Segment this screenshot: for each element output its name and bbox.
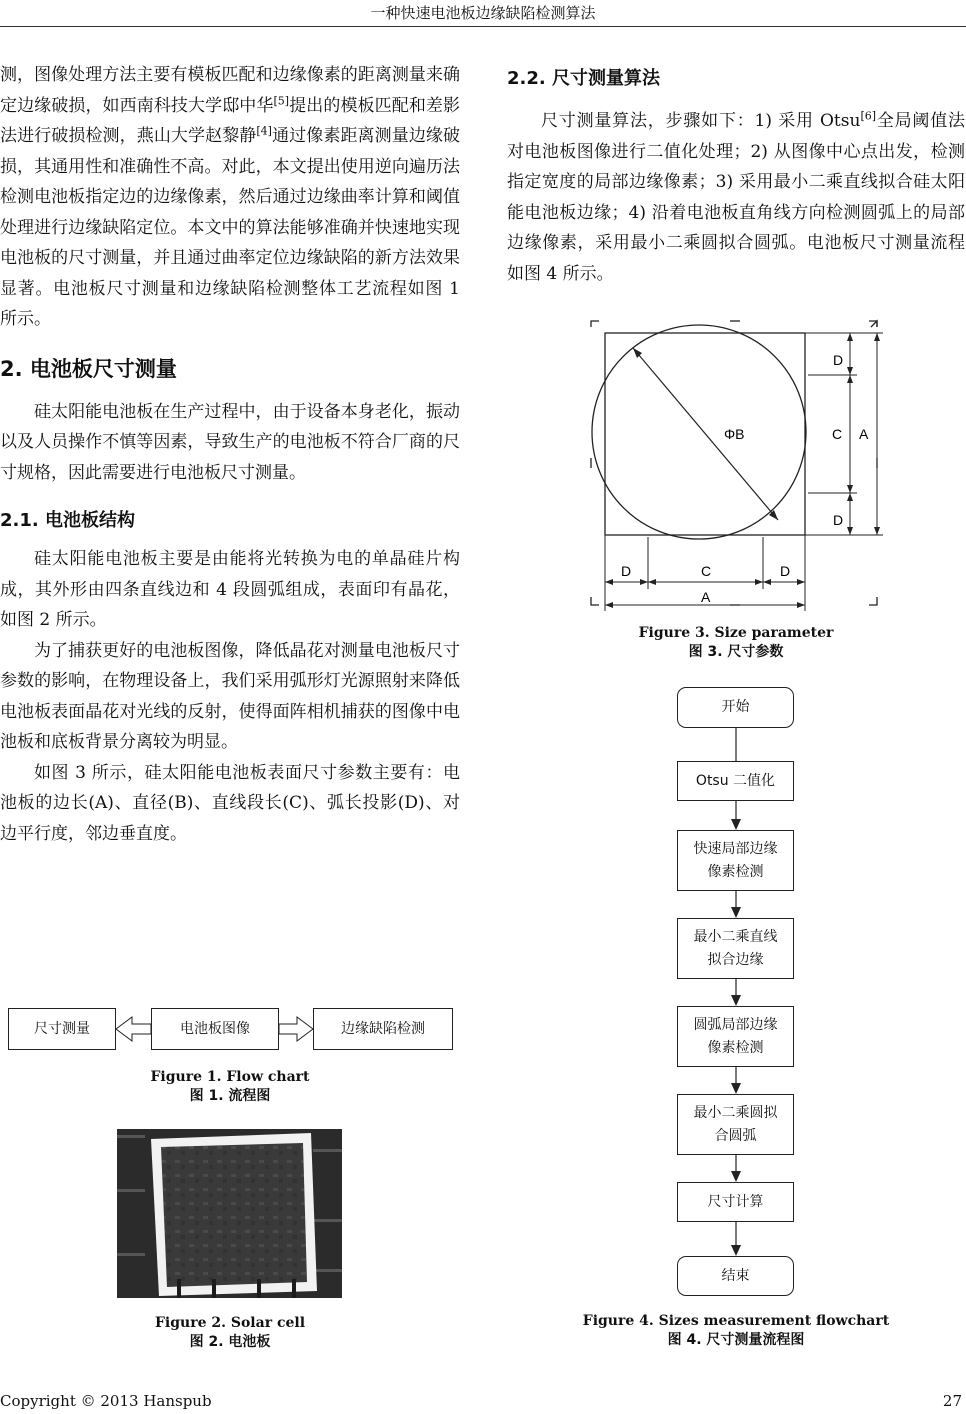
section-2-heading: 2. 电池板尺寸测量 — [0, 356, 177, 381]
corner-mark-bl — [591, 597, 599, 605]
diameter-line — [633, 348, 778, 520]
figure-1-caption — [0, 1068, 460, 1106]
arrow-down-icon — [731, 907, 741, 918]
flow-step-local-edge: 快速局部边缘像素检测 — [677, 830, 794, 891]
figure-3-caption-en: Figure 3. Size parameter — [638, 625, 834, 641]
label-c-right: C — [832, 426, 843, 442]
arrow-down-icon — [731, 1083, 741, 1094]
solar-cell-photo — [117, 1129, 342, 1298]
flow-step-otsu: Otsu 二值化 — [677, 761, 794, 801]
section-2-1-paragraph-2: 为了捕获更好的电池板图像，降低晶花对测量电池板尺寸参数的影响，在物理设备上，我们采用弧形灯光源照射来降低电池板表面晶花对光线的反射，使得面阵相机捕获的图像中电池板和底板背景分离较为明显。 — [0, 640, 460, 752]
corner-mark-tl — [591, 321, 599, 327]
flow-step-arc-edge: 圆弧局部边缘像素检测 — [677, 1006, 794, 1067]
flow-step-line-fit: 最小二乘直线拟合边缘 — [677, 918, 794, 979]
section-2-1-paragraph-3: 如图 3 所示，硅太阳能电池板表面尺寸参数主要有：电池板的边长(A)、直径(B)、直线段长(C)、弧长投影(D)、对边平行度，邻边垂直度。 — [0, 762, 460, 844]
left-column — [0, 60, 460, 849]
section-2-1-paragraph-1: 硅太阳能电池板主要是由能将光转换为电的单晶硅片构成，其外形由四条直线边和 4 段圆弧组成，表面印有晶花，如图 2 所示。 — [0, 549, 460, 630]
right-column — [507, 60, 965, 289]
section-2-1-heading: 2.1. 电池板结构 — [0, 510, 135, 531]
footer-page-number: 27 — [942, 1392, 962, 1410]
double-arrow-left-icon — [116, 1017, 151, 1041]
arrow-down-icon — [731, 995, 741, 1006]
figure-4-caption-zh: 图 4. 尺寸测量流程图 — [667, 1332, 805, 1348]
intro-text-3: 通过像素距离测量边缘破损，其通用性和准确性不高。对此，本文提出使用逆向遍历法检测电池板指定边的边缘像素，然后通过边缘曲率计算和阈值处理进行边缘缺陷定位。本文中的算法能够准确并快速地实现电池板的尺寸测量，并且通过曲率定位边缘缺陷的新方法效果显著。电池板尺寸测量和边缘缺陷检测整体工艺流程如图 1 所示。 — [0, 126, 461, 329]
flow-box-edge-defect: 边缘缺陷检测 — [313, 1008, 453, 1050]
algo-text-1: 尺寸测量算法，步骤如下：1) 采用 Otsu — [541, 111, 861, 131]
figure-1-caption-zh: 图 1. 流程图 — [189, 1088, 271, 1104]
citation-5[interactable]: [5] — [273, 93, 290, 107]
section-2-2-heading: 2.2. 尺寸测量算法 — [507, 68, 660, 89]
label-c-bottom: C — [701, 563, 712, 579]
intro-text-2: 提出的模板匹配和差影法进行破损检测，燕山大学赵黎静 — [0, 95, 461, 146]
figure-2-caption — [0, 1314, 460, 1352]
figure-2-caption-en: Figure 2. Solar cell — [154, 1315, 306, 1331]
size-parameter-diagram — [585, 315, 885, 615]
flow-box-cell-image: 电池板图像 — [151, 1008, 279, 1050]
label-d-bottom-right: D — [780, 563, 791, 579]
label-a-bottom: A — [701, 589, 711, 605]
arrow-down-icon — [731, 819, 741, 830]
cell-body — [161, 1143, 307, 1287]
intro-paragraph — [0, 60, 460, 335]
section-2-paragraph: 硅太阳能电池板在生产过程中，由于设备本身老化，振动以及人员操作不慎等因素，导致生产的电池板不符合厂商的尺寸规格，因此需要进行电池板尺寸测量。 — [0, 401, 460, 483]
figure-2-caption-zh: 图 2. 电池板 — [189, 1334, 271, 1350]
flow-step-start: 开始 — [677, 687, 794, 728]
arrow-down-icon — [731, 1171, 741, 1182]
flow-step-size-calc: 尺寸计算 — [677, 1182, 794, 1222]
figure-4-caption-en: Figure 4. Sizes measurement flowchart — [582, 1313, 890, 1329]
flow-box-size-measure: 尺寸测量 — [8, 1008, 116, 1050]
arrow-down-icon — [731, 1245, 741, 1256]
running-head: 一种快速电池板边缘缺陷检测算法 — [370, 4, 596, 22]
corner-mark-br — [869, 597, 877, 605]
double-arrow-right-icon — [279, 1017, 313, 1041]
label-d-right-top: D — [833, 352, 844, 368]
figure-4-caption — [507, 1312, 965, 1350]
citation-4[interactable]: [4] — [256, 124, 272, 138]
label-d-right-bottom: D — [833, 512, 844, 528]
intro-text-1: 测，图像处理方法主要有模板匹配和边缘像素的距离测量来确定边缘破损，如西南科技大学邸中华 — [0, 65, 460, 116]
algo-text-2: 全局阈值法对电池板图像进行二值化处理；2) 从图像中心点出发，检测指定宽度的局部边缘像素；3) 采用最小二乘直线拟合硅太阳能电池板边缘；4) 沿着电池板直角线方向检测圆弧上的局部边缘像素，采用最小二乘圆拟合圆弧。电池板尺寸测量流程如图 4 所示。 — [507, 111, 966, 284]
section-2-2-paragraph — [507, 106, 965, 289]
flow-step-circle-fit: 最小二乘圆拟合圆弧 — [677, 1094, 794, 1155]
label-a-right: A — [859, 426, 869, 442]
figure-3-caption-zh: 图 3. 尺寸参数 — [688, 644, 784, 660]
figure-3-caption — [507, 624, 965, 662]
figure-1-caption-en: Figure 1. Flow chart — [150, 1069, 310, 1085]
label-d-bottom-left: D — [621, 563, 632, 579]
footer-copyright: Copyright © 2013 Hanspub — [0, 1392, 212, 1410]
figure-1-arrows — [0, 1000, 460, 1060]
citation-6[interactable]: [6] — [860, 109, 877, 123]
label-phi-b: ΦB — [724, 426, 745, 442]
cell-circle — [592, 325, 806, 539]
flow-step-end: 结束 — [677, 1256, 794, 1296]
header-rule — [0, 26, 966, 27]
